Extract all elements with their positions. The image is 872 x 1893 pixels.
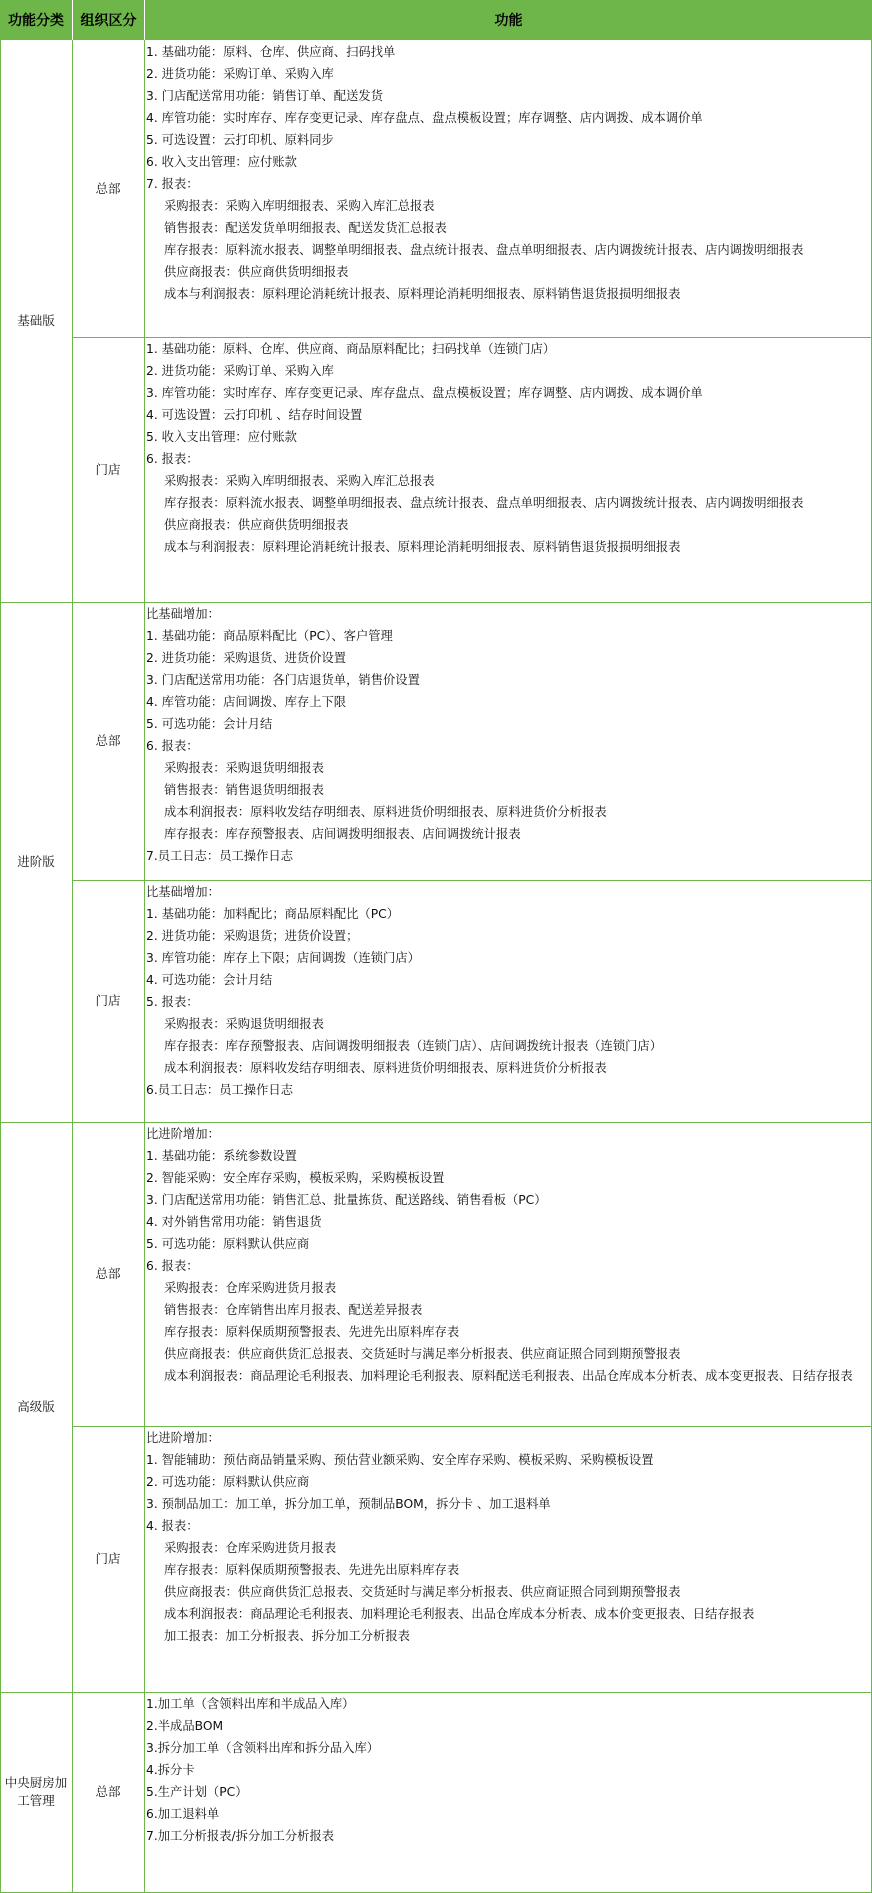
function-cell <box>146 1427 868 1647</box>
header-category: 功能分类 <box>0 0 72 40</box>
function-line: 5. 可选功能：会计月结 <box>146 717 273 731</box>
function-line: 6. 收入支出管理：应付账款 <box>146 155 297 169</box>
function-line: 5. 可选设置：云打印机、原料同步 <box>146 133 334 147</box>
function-line: 3.拆分加工单（含领料出库和拆分品入库） <box>146 1741 380 1755</box>
function-line: 1. 基础功能：原料、仓库、供应商、商品原料配比；扫码找单（连锁门店） <box>146 342 556 356</box>
function-line: 库存报表：原料保质期预警报表、先进先出原料库存表 <box>164 1563 460 1577</box>
function-cell <box>146 41 868 305</box>
category-cell: 进阶版 <box>17 854 55 869</box>
function-line: 比基础增加： <box>146 885 220 899</box>
function-line: 2. 智能采购：安全库存采购，模板采购，采购模板设置 <box>146 1171 445 1185</box>
function-line: 2.半成品BOM <box>146 1719 224 1733</box>
function-line: 2. 进货功能：采购退货、进货价设置 <box>146 651 347 665</box>
org-cell: 总部 <box>95 1784 121 1799</box>
grid-line <box>144 40 145 1893</box>
function-line: 1. 基础功能：商品原料配比（PC）、客户管理 <box>146 629 393 643</box>
function-cell <box>146 881 868 1101</box>
function-line: 4. 库管功能：实时库存、库存变更记录、库存盘点、盘点模板设置；库存调整、店内调拨、成本调价单 <box>146 111 703 125</box>
category-cell: 基础版 <box>17 313 55 328</box>
function-line: 1. 基础功能：加料配比；商品原料配比（PC） <box>146 907 399 921</box>
function-line: 比进阶增加： <box>146 1127 220 1141</box>
function-line: 供应商报表：供应商供货汇总报表、交货延时与满足率分析报表、供应商证照合同到期预警报表 <box>164 1585 681 1599</box>
function-line: 4. 可选设置：云打印机 、结存时间设置 <box>146 408 363 422</box>
function-line: 销售报表：仓库销售出库月报表、配送差异报表 <box>164 1303 423 1317</box>
function-line: 6. 报表： <box>146 452 199 466</box>
function-cell <box>146 1693 868 1847</box>
org-cell: 总部 <box>95 733 121 748</box>
function-line: 2. 进货功能：采购订单、采购入库 <box>146 67 334 81</box>
function-cell <box>146 603 868 867</box>
function-line: 5.生产计划（PC） <box>146 1785 248 1799</box>
function-line: 4. 报表： <box>146 1519 199 1533</box>
category-cell: 中央厨房加工管理 <box>4 1775 68 1808</box>
function-line: 库存报表：原料保质期预警报表、先进先出原料库存表 <box>164 1325 460 1339</box>
function-line: 1. 智能辅助：预估商品销量采购、预估营业额采购、安全库存采购、模板采购、采购模板设置 <box>146 1453 654 1467</box>
function-line: 采购报表：采购入库明细报表、采购入库汇总报表 <box>164 199 435 213</box>
function-line: 库存报表：库存预警报表、店间调拨明细报表、店间调拨统计报表 <box>164 827 521 841</box>
function-line: 供应商报表：供应商供货明细报表 <box>164 265 349 279</box>
function-line: 成本与利润报表：原料理论消耗统计报表、原料理论消耗明细报表、原料销售退货报损明细报表 <box>164 540 681 554</box>
function-line: 销售报表：配送发货单明细报表、配送发货汇总报表 <box>164 221 447 235</box>
function-line: 采购报表：仓库采购进货月报表 <box>164 1541 337 1555</box>
category-cell: 高级版 <box>17 1399 55 1414</box>
function-line: 成本与利润报表：原料理论消耗统计报表、原料理论消耗明细报表、原料销售退货报损明细报表 <box>164 287 681 301</box>
org-cell: 门店 <box>95 461 121 477</box>
function-line: 供应商报表：供应商供货明细报表 <box>164 518 349 532</box>
function-line: 6.员工日志：员工操作日志 <box>146 1083 293 1097</box>
function-line: 采购报表：采购入库明细报表、采购入库汇总报表 <box>164 474 435 488</box>
function-line: 库存报表：原料流水报表、调整单明细报表、盘点统计报表、盘点单明细报表、店内调拨统计报表、店内调拨明细报表 <box>164 496 804 510</box>
function-line: 3. 门店配送常用功能：销售订单、配送发货 <box>146 89 383 103</box>
function-line: 5. 报表： <box>146 995 199 1009</box>
function-line: 供应商报表：供应商供货汇总报表、交货延时与满足率分析报表、供应商证照合同到期预警报表 <box>164 1347 681 1361</box>
function-line: 1.加工单（含领料出库和半成品入库） <box>146 1697 355 1711</box>
function-line: 6. 报表： <box>146 739 199 753</box>
org-cell: 门店 <box>95 1551 121 1566</box>
org-cell: 总部 <box>95 180 121 196</box>
function-cell <box>146 338 868 558</box>
function-line: 比基础增加： <box>146 607 220 621</box>
function-line: 5. 可选功能：原料默认供应商 <box>146 1237 310 1251</box>
function-line: 采购报表：仓库采购进货月报表 <box>164 1281 337 1295</box>
function-line: 4. 对外销售常用功能：销售退货 <box>146 1215 322 1229</box>
function-line: 4. 可选功能：会计月结 <box>146 973 273 987</box>
org-cell: 门店 <box>95 993 121 1008</box>
function-line: 3. 库管功能：实时库存、库存变更记录、库存盘点、盘点模板设置；库存调整、店内调拨、成本调价单 <box>146 386 703 400</box>
function-line: 3. 库管功能：库存上下限；店间调拨（连锁门店） <box>146 951 420 965</box>
function-line: 库存报表：库存预警报表、店间调拨明细报表（连锁门店）、店间调拨统计报表（连锁门店） <box>164 1039 663 1053</box>
org-cell: 总部 <box>95 1266 121 1281</box>
function-line: 1. 基础功能：系统参数设置 <box>146 1149 297 1163</box>
function-line: 4. 库管功能：店间调拨、库存上下限 <box>146 695 347 709</box>
function-line: 7.加工分析报表/拆分加工分析报表 <box>146 1829 335 1843</box>
function-line: 4.拆分卡 <box>146 1763 195 1777</box>
function-line: 库存报表：原料流水报表、调整单明细报表、盘点统计报表、盘点单明细报表、店内调拨统计报表、店内调拨明细报表 <box>164 243 804 257</box>
function-line: 2. 进货功能：采购订单、采购入库 <box>146 364 334 378</box>
function-line: 加工报表：加工分析报表、拆分加工分析报表 <box>164 1629 410 1643</box>
function-line: 7. 报表： <box>146 177 199 191</box>
function-line: 3. 门店配送常用功能：销售汇总、批量拣货、配送路线、销售看板（PC） <box>146 1193 547 1207</box>
function-line: 2. 可选功能：原料默认供应商 <box>146 1475 310 1489</box>
function-line: 采购报表：采购退货明细报表 <box>164 1017 324 1031</box>
function-line: 成本利润报表：原料收发结存明细表、原料进货价明细报表、原料进货价分析报表 <box>164 1061 607 1075</box>
function-cell <box>146 1123 868 1387</box>
function-line: 3. 预制品加工：加工单，拆分加工单，预制品BOM，拆分卡 、加工退料单 <box>146 1497 551 1511</box>
function-line: 成本利润报表：原料收发结存明细表、原料进货价明细报表、原料进货价分析报表 <box>164 805 607 819</box>
function-line: 7.员工日志：员工操作日志 <box>146 849 293 863</box>
header-function: 功能 <box>144 0 872 40</box>
function-line: 比进阶增加： <box>146 1431 220 1445</box>
function-line: 6. 报表： <box>146 1259 199 1273</box>
function-line: 6.加工退料单 <box>146 1807 220 1821</box>
function-line: 成本利润报表：商品理论毛利报表、加料理论毛利报表、出品仓库成本分析表、成本价变更报表、日结存报表 <box>164 1607 755 1621</box>
function-line: 5. 收入支出管理：应付账款 <box>146 430 297 444</box>
function-line: 2. 进货功能：采购退货；进货价设置； <box>146 929 359 943</box>
function-line: 3. 门店配送常用功能：各门店退货单，销售价设置 <box>146 673 420 687</box>
function-line: 1. 基础功能：原料、仓库、供应商、扫码找单 <box>146 45 396 59</box>
function-line: 采购报表：采购退货明细报表 <box>164 761 324 775</box>
header-org: 组织区分 <box>72 0 144 40</box>
function-line: 销售报表：销售退货明细报表 <box>164 783 324 797</box>
function-line: 成本利润报表：商品理论毛利报表、加料理论毛利报表、原料配送毛利报表、出品仓库成本分析表、成本变更报表、日结存报表 <box>164 1369 853 1383</box>
